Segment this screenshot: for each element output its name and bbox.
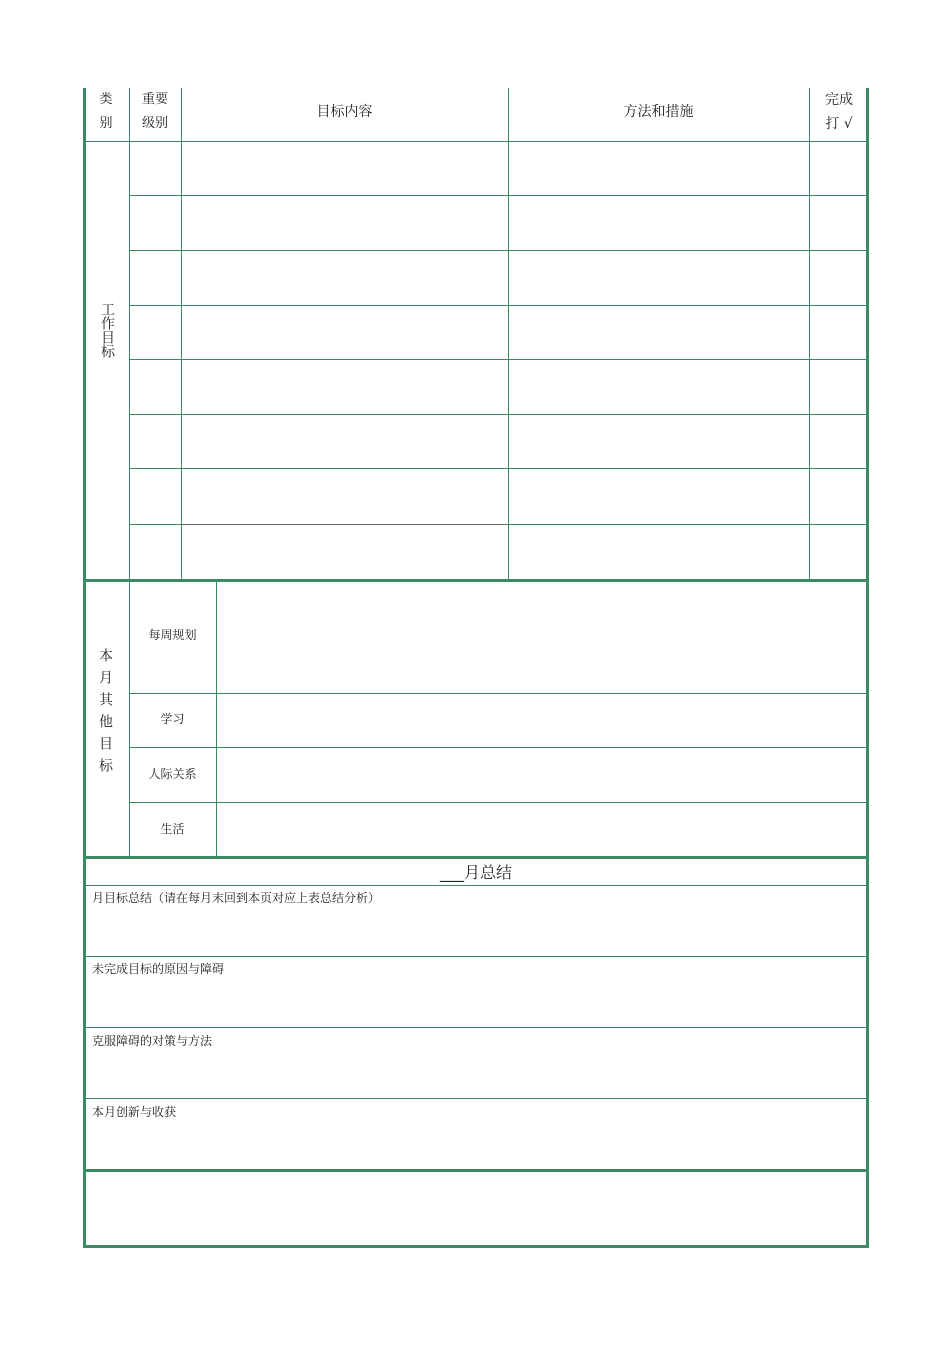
header-importance-1: 重要 <box>141 92 168 107</box>
summary-title-line <box>83 885 869 886</box>
header-category-1: 类 <box>99 92 113 107</box>
header-done-1: 完成 <box>825 92 853 108</box>
col-line-3 <box>508 88 509 580</box>
other-goal-life: 生活 <box>160 822 185 836</box>
right-border <box>866 88 869 1248</box>
col-line-2 <box>181 88 182 580</box>
row-line <box>129 250 869 251</box>
summary-innovation: 本月创新与收获 <box>92 1105 177 1119</box>
other-row-line <box>129 693 869 694</box>
section-divider-2 <box>83 856 869 859</box>
monthly-goal-form <box>83 88 869 1248</box>
row-line <box>129 468 869 469</box>
row-line <box>181 524 508 525</box>
col-line-4 <box>809 88 810 580</box>
section-divider-1 <box>83 579 869 582</box>
row-line <box>129 195 869 196</box>
row-line <box>129 305 869 306</box>
summary-title: ___月总结 <box>439 863 512 882</box>
header-goal-content: 目标内容 <box>316 104 373 120</box>
summary-countermeasures: 克服障碍的对策与方法 <box>92 1034 213 1048</box>
left-border <box>83 88 86 1248</box>
row-line <box>129 359 869 360</box>
row-line <box>129 414 869 415</box>
other-col-line-2 <box>216 580 217 857</box>
header-done-2: 打 √ <box>825 116 853 132</box>
summary-row-line <box>83 1098 869 1099</box>
row-line <box>508 524 869 525</box>
section-divider-3 <box>83 1169 869 1172</box>
col-line-1 <box>129 88 130 580</box>
summary-monthly-goals: 月目标总结（请在每月末回到本页对应上表总结分析） <box>92 891 381 905</box>
summary-row-line <box>83 1027 869 1028</box>
summary-row-line <box>83 956 869 957</box>
header-importance-2: 级别 <box>141 116 168 131</box>
other-goal-study: 学习 <box>160 712 185 726</box>
other-row-line <box>129 747 869 748</box>
header-methods: 方法和措施 <box>623 104 694 120</box>
header-row-line <box>83 141 869 142</box>
other-goal-relationships: 人际关系 <box>148 767 197 781</box>
bottom-border <box>83 1245 869 1248</box>
header-category-2: 别 <box>99 116 113 131</box>
other-goals-label: 本月其他目标 <box>97 648 113 780</box>
other-goal-weekly-plan: 每周规划 <box>148 628 197 642</box>
row-line <box>129 524 181 525</box>
summary-obstacles: 未完成目标的原因与障碍 <box>92 962 225 976</box>
work-goals-label: 工作目标 <box>99 302 115 358</box>
other-row-line <box>129 802 869 803</box>
